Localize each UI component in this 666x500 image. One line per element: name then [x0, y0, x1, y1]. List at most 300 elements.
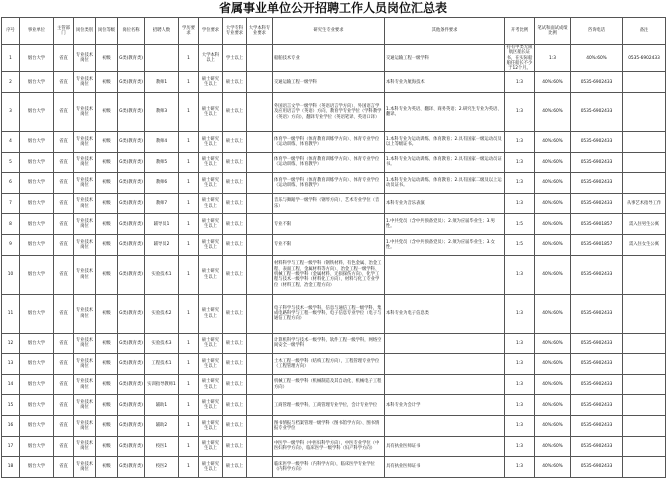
table-cell: 1	[179, 193, 199, 214]
table-cell: 省直	[54, 132, 74, 153]
table-cell: 1	[179, 294, 199, 333]
table-cell: 专业技术岗位	[74, 333, 96, 354]
table-cell: 0535-6902433	[571, 72, 623, 93]
table-cell: 本科专业为会计学	[385, 395, 505, 416]
table-cell: G类(教育类)	[118, 152, 145, 173]
table-cell: 硕士研究生以上	[199, 173, 223, 194]
table-cell: 40%:60%	[535, 193, 571, 214]
column-header: 学历要求	[179, 18, 199, 45]
table-cell: 教师5	[145, 152, 179, 173]
table-cell: 省直	[54, 72, 74, 93]
table-cell: 1:3	[505, 457, 535, 478]
table-cell: 交通运输工程一级学科	[385, 45, 505, 72]
table-cell: 1:3	[505, 255, 535, 294]
table-cell: 专业技术岗位	[74, 152, 96, 173]
table-cell: G类(教育类)	[118, 395, 145, 416]
table-cell: G类(教育类)	[118, 416, 145, 437]
table-cell	[623, 72, 666, 93]
table-cell: 0535-6902433	[571, 294, 623, 333]
table-cell: 初级	[96, 255, 118, 294]
table-cell: 1:3	[505, 416, 535, 437]
table-cell: 1:3	[505, 436, 535, 457]
table-cell	[623, 333, 666, 354]
table-cell: 烟台大学	[20, 354, 54, 375]
table-cell	[385, 354, 505, 375]
table-cell: 辅导员1	[145, 214, 179, 235]
table-cell: 体育学一级学科（体育教育训练学方向）、体育专业学位（运动训练、体育教学）	[273, 152, 385, 173]
table-cell: 专业技术岗位	[74, 93, 96, 132]
table-cell: 硕士以上	[223, 255, 247, 294]
table-cell: 40%:60%	[535, 436, 571, 457]
table-cell: 临床医学一级学科（内科学方向），临床医学专业学位（内科学方向）	[273, 457, 385, 478]
table-cell: 具有执业医师证书	[385, 436, 505, 457]
column-header: 学位要求	[199, 18, 223, 45]
table-cell: 电子科学与技术一级学科，信息与通信工程一级学科，集成电路科学与工程一级学科，电子信息专业学位（电子与通信工程方向）	[273, 294, 385, 333]
table-cell: 9	[2, 235, 20, 256]
table-row	[2, 152, 666, 173]
table-cell: 初级	[96, 45, 118, 72]
column-header: 岗位等级	[96, 18, 118, 45]
table-cell: 硕士以上	[223, 457, 247, 478]
table-cell: 工商管理一级学科，工商管理专业学位，会计专业学位	[273, 395, 385, 416]
table-cell: 硕士以上	[223, 72, 247, 93]
table-cell: 0535-6902433	[571, 193, 623, 214]
table-cell: 8	[2, 214, 20, 235]
table-cell: 省直	[54, 45, 74, 72]
table-cell: 1	[179, 374, 199, 395]
table-cell: 省直	[54, 214, 74, 235]
table-cell: 硕士以上	[223, 193, 247, 214]
table-cell: 大学本科以上	[199, 45, 223, 72]
table-cell: G类(教育类)	[118, 333, 145, 354]
table-cell	[623, 374, 666, 395]
table-cell: 2	[2, 72, 20, 93]
table-cell: 1	[179, 235, 199, 256]
table-cell: 初级	[96, 395, 118, 416]
table-cell: 0535-6902433	[571, 132, 623, 153]
table-cell: G类(教育类)	[118, 374, 145, 395]
table-row	[2, 173, 666, 194]
table-cell: 4	[2, 132, 20, 153]
table-cell: 40%:60%	[535, 416, 571, 437]
table-cell: G类(教育类)	[118, 255, 145, 294]
table-cell: 1:3	[535, 45, 571, 72]
column-header: 序号	[2, 18, 20, 45]
table-cell	[623, 354, 666, 375]
table-cell: 初级	[96, 93, 118, 132]
table-cell: 硕士以上	[223, 173, 247, 194]
table-cell	[623, 395, 666, 416]
table-cell: 硕士研究生以上	[199, 132, 223, 153]
table-cell: 专业技术岗位	[74, 45, 96, 72]
table-row	[2, 255, 666, 294]
column-header: 主管部门	[54, 18, 74, 45]
table-cell: 40%:60%	[535, 152, 571, 173]
table-cell: 1:3	[505, 152, 535, 173]
table-cell: 40%:60%	[535, 72, 571, 93]
table-cell: 初级	[96, 72, 118, 93]
table-cell: G类(教育类)	[118, 294, 145, 333]
table-cell: 教师4	[145, 132, 179, 153]
table-cell: 专业技术岗位	[74, 436, 96, 457]
table-cell: 40%:60%	[535, 173, 571, 194]
table-cell: 1:5	[505, 235, 535, 256]
table-cell: 硕士以上	[223, 214, 247, 235]
table-row	[2, 395, 666, 416]
table-cell: 教师3	[145, 93, 179, 132]
table-cell: 船舶技术专业	[273, 45, 385, 72]
table-cell: 初级	[96, 132, 118, 153]
table-cell: 40%:60%	[535, 255, 571, 294]
column-header: 岗位类别	[74, 18, 96, 45]
table-cell: 0535-6902433	[571, 354, 623, 375]
column-header: 笔试和面试成绩比例	[535, 18, 571, 45]
table-cell: 烟台大学	[20, 45, 54, 72]
table-cell: 烟台大学	[20, 173, 54, 194]
table-cell: 0535-6902433	[571, 152, 623, 173]
table-cell: 烟台大学	[20, 436, 54, 457]
table-cell: 0535-6902433	[571, 93, 623, 132]
table-cell: 40%:60%	[535, 214, 571, 235]
table-cell: 专业技术岗位	[74, 173, 96, 194]
table-cell: 初级	[96, 374, 118, 395]
table-cell: 硕士研究生以上	[199, 457, 223, 478]
table-cell: 1	[179, 395, 199, 416]
table-cell: 40%:60%	[535, 294, 571, 333]
table-cell: 初级	[96, 457, 118, 478]
table-cell: 外国语言文学一级学科（英语语言学方向）、外国语言学及应用语言学（英语）方向，教育学专业学位（学科教学（英语）方向），翻译专业学位（英语笔译、英语口译）	[273, 93, 385, 132]
table-cell: 实训指导教师1	[145, 374, 179, 395]
table-cell: 烟台大学	[20, 72, 54, 93]
table-cell: 硕士研究生以上	[199, 72, 223, 93]
table-cell: 1	[179, 354, 199, 375]
table-row	[2, 93, 666, 132]
table-cell: 1:3	[505, 72, 535, 93]
table-cell: 初级	[96, 235, 118, 256]
table-cell	[247, 93, 273, 132]
table-cell: 40%:60%	[535, 93, 571, 132]
table-cell: 1	[179, 255, 199, 294]
table-cell: 硕士以上	[223, 416, 247, 437]
table-cell: 1	[179, 173, 199, 194]
table-cell	[623, 294, 666, 333]
table-cell	[247, 294, 273, 333]
table-cell	[385, 374, 505, 395]
table-cell: 烟台大学	[20, 235, 54, 256]
table-cell: 体育学一级学科（体育教育训练学方向）、体育专业学位（运动训练、体育教学）	[273, 173, 385, 194]
table-cell: 专业技术岗位	[74, 395, 96, 416]
table-cell: 教师6	[145, 173, 179, 194]
table-cell: G类(教育类)	[118, 436, 145, 457]
table-cell: 40%:60%	[571, 45, 623, 72]
table-cell: 省直	[54, 173, 74, 194]
table-cell: 5	[2, 152, 20, 173]
table-cell: 初级	[96, 416, 118, 437]
column-header: 咨询电话	[571, 18, 623, 45]
table-cell: 专业技术岗位	[74, 374, 96, 395]
table-cell: 烟台大学	[20, 395, 54, 416]
table-cell	[247, 354, 273, 375]
table-cell: 校医1	[145, 436, 179, 457]
table-cell: 1:3	[505, 173, 535, 194]
table-cell: 省直	[54, 333, 74, 354]
table-cell: 1	[179, 214, 199, 235]
table-cell	[145, 45, 179, 72]
table-cell: 专业技术岗位	[74, 235, 96, 256]
table-cell	[623, 255, 666, 294]
table-cell: 16	[2, 416, 20, 437]
table-cell: 1:3	[505, 354, 535, 375]
table-cell: 3	[2, 93, 20, 132]
table-cell: 1.中共党员（含中共预备党员）；2.须为应届毕业生；3.女性。	[385, 235, 505, 256]
table-cell: 烟台大学	[20, 152, 54, 173]
table-cell: 0535-6902433	[571, 457, 623, 478]
table-cell	[247, 152, 273, 173]
table-cell: 机械工程一级学科（机械制造及其自动化、机械电子工程方向）	[273, 374, 385, 395]
table-cell	[623, 173, 666, 194]
table-cell: 计算机科学与技术一级学科，软件工程一级学科，网络空间安全一级学科	[273, 333, 385, 354]
table-cell: 专业技术岗位	[74, 255, 96, 294]
table-cell: 烟台大学	[20, 132, 54, 153]
table-cell	[247, 132, 273, 153]
table-cell: 1	[179, 457, 199, 478]
table-row	[2, 214, 666, 235]
table-cell: 1	[179, 45, 199, 72]
table-cell: 0535-6902433	[571, 374, 623, 395]
table-cell: 硕士研究生以上	[199, 436, 223, 457]
table-cell	[247, 235, 273, 256]
table-cell: 学士以上	[223, 45, 247, 72]
table-cell: 工程技术1	[145, 354, 179, 375]
table-cell: 辅助1	[145, 395, 179, 416]
table-cell: 教师1	[145, 72, 179, 93]
column-header: 其他条件要求	[385, 18, 505, 45]
table-cell: 初级	[96, 354, 118, 375]
table-cell: 1:3	[505, 294, 535, 333]
table-cell: 12	[2, 333, 20, 354]
table-cell: 0535-6902433	[623, 45, 666, 72]
table-cell: 10	[2, 255, 20, 294]
table-cell: 图书情报与档案管理一级学科（图书馆学方向）、图书情报专业学位	[273, 416, 385, 437]
table-cell: 17	[2, 436, 20, 457]
table-cell: 6	[2, 173, 20, 194]
column-header: 招聘人数	[145, 18, 179, 45]
table-cell: 40%:60%	[535, 333, 571, 354]
table-cell: 1	[179, 132, 199, 153]
table-cell	[385, 333, 505, 354]
table-row	[2, 436, 666, 457]
table-cell: 1	[179, 436, 199, 457]
table-row	[2, 374, 666, 395]
table-cell: 实验技术2	[145, 294, 179, 333]
table-row	[2, 45, 666, 72]
table-cell: 专业技术岗位	[74, 354, 96, 375]
table-cell: 需入住女生公寓	[623, 235, 666, 256]
table-cell: 1.本科专业为英语、翻译、商务英语；2.研究生专业为英语、翻译。	[385, 93, 505, 132]
table-cell	[623, 93, 666, 132]
table-cell	[623, 436, 666, 457]
table-cell: 专业技术岗位	[74, 416, 96, 437]
table-cell: 硕士研究生以上	[199, 152, 223, 173]
table-cell: 1:3	[505, 374, 535, 395]
column-header: 开考比例	[505, 18, 535, 45]
table-cell: 初级	[96, 173, 118, 194]
table-cell: 本科专业为电子信息类	[385, 294, 505, 333]
table-cell: 硕士以上	[223, 374, 247, 395]
table-cell	[623, 132, 666, 153]
table-row	[2, 333, 666, 354]
table-cell: 0535-6902433	[571, 395, 623, 416]
table-cell	[247, 173, 273, 194]
table-cell: 硕士以上	[223, 333, 247, 354]
table-cell: 1.本科专业为运动训练、体育教育；2.具有国家二级及以上运动员证书。	[385, 173, 505, 194]
table-cell: 专业不限	[273, 235, 385, 256]
table-cell: 教师7	[145, 193, 179, 214]
table-cell: 1.本科专业为运动训练、体育教育；2.具有国家一级运动员证书。	[385, 152, 505, 173]
table-cell: 14	[2, 374, 20, 395]
table-cell	[247, 214, 273, 235]
table-cell: 省直	[54, 193, 74, 214]
table-cell: G类(教育类)	[118, 173, 145, 194]
table-cell	[247, 436, 273, 457]
table-cell: 本科专业为航海技术	[385, 72, 505, 93]
table-cell: 1:3	[505, 193, 535, 214]
table-cell	[247, 45, 273, 72]
table-cell: 1:3	[505, 395, 535, 416]
table-cell: 初级	[96, 152, 118, 173]
table-cell: 省直	[54, 294, 74, 333]
table-cell: 省直	[54, 235, 74, 256]
table-cell: 持有甲类无限航区船长证书，在实际船舶任船长不少于12个月。	[505, 45, 535, 72]
table-cell: 1:3	[505, 132, 535, 153]
table-cell: 硕士研究生以上	[199, 333, 223, 354]
table-cell: 省直	[54, 152, 74, 173]
table-cell: 校医2	[145, 457, 179, 478]
table-cell: 1.中共党员（含中共预备党员）；2.须为应届毕业生；3.男性。	[385, 214, 505, 235]
table-cell: 烟台大学	[20, 294, 54, 333]
table-cell: 专业技术岗位	[74, 457, 96, 478]
table-cell: G类(教育类)	[118, 214, 145, 235]
table-cell: 材料科学与工程一级学科（钢铁材料、有色金属、冶金工程、表面工程、金属材料等方向）、冶金工程一级学科、机械工程一级学科（金属材料、无损探伤方向），化学工程与技术一级学科（材料化工方向）、材料与化工专业学位（材料工程、冶金工程方向）	[273, 255, 385, 294]
table-cell	[385, 416, 505, 437]
table-cell: 0535-6901857	[571, 235, 623, 256]
table-cell	[247, 457, 273, 478]
table-cell: 硕士研究生以上	[199, 416, 223, 437]
table-cell: 硕士研究生以上	[199, 93, 223, 132]
table-cell: 40%:60%	[535, 374, 571, 395]
table-cell: 0535-6902433	[571, 333, 623, 354]
table-row	[2, 72, 666, 93]
table-cell: 硕士以上	[223, 132, 247, 153]
table-cell: 需入住男生公寓	[623, 214, 666, 235]
table-cell: 1	[179, 93, 199, 132]
table-cell: 省直	[54, 436, 74, 457]
table-cell: 18	[2, 457, 20, 478]
table-cell: 0535-6902433	[571, 173, 623, 194]
table-cell: 1	[179, 333, 199, 354]
table-cell: 烟台大学	[20, 214, 54, 235]
table-cell: 音乐与舞蹈学一级学科（钢琴方向）、艺术专业学位（音乐）	[273, 193, 385, 214]
table-cell	[385, 255, 505, 294]
table-cell: 专业技术岗位	[74, 214, 96, 235]
table-cell: 7	[2, 193, 20, 214]
table-cell: G类(教育类)	[118, 132, 145, 153]
recruitment-table	[1, 17, 666, 478]
table-cell: 硕士研究生以上	[199, 374, 223, 395]
table-cell	[247, 193, 273, 214]
table-cell: 1.本科专业为运动训练、体育教育；2.具有国家一级运动员及以上等级证书。	[385, 132, 505, 153]
table-cell: 省直	[54, 354, 74, 375]
table-cell: 烟台大学	[20, 255, 54, 294]
table-cell: 省直	[54, 395, 74, 416]
table-cell: 1:3	[505, 333, 535, 354]
table-cell: 1:5	[505, 214, 535, 235]
table-cell: 实验技术3	[145, 333, 179, 354]
table-cell: 硕士以上	[223, 93, 247, 132]
table-cell: 1:3	[505, 93, 535, 132]
table-cell	[247, 72, 273, 93]
table-cell: 初级	[96, 193, 118, 214]
table-cell: 具有执业医师证书	[385, 457, 505, 478]
table-cell	[623, 416, 666, 437]
table-cell: 0535-6902433	[571, 255, 623, 294]
table-cell: 13	[2, 354, 20, 375]
table-row	[2, 193, 666, 214]
table-cell: 专业不限	[273, 214, 385, 235]
table-cell: 初级	[96, 294, 118, 333]
table-cell: 硕士以上	[223, 294, 247, 333]
table-cell: 省直	[54, 93, 74, 132]
table-cell: 硕士以上	[223, 395, 247, 416]
column-header: 事业单位	[20, 18, 54, 45]
table-cell	[247, 395, 273, 416]
table-cell: 40%:60%	[535, 235, 571, 256]
table-cell: G类(教育类)	[118, 93, 145, 132]
table-cell: 辅导员2	[145, 235, 179, 256]
table-cell: G类(教育类)	[118, 457, 145, 478]
table-cell: 11	[2, 294, 20, 333]
table-header-row	[2, 18, 666, 45]
table-cell: 中医学一级学科（中医妇科学方向），中医专业学位（中医妇科学方向），临床医学一级学科（妇产科学方向）	[273, 436, 385, 457]
table-row	[2, 416, 666, 437]
table-cell	[247, 374, 273, 395]
table-cell: 省直	[54, 374, 74, 395]
table-cell: 40%:60%	[535, 395, 571, 416]
table-cell: 省直	[54, 255, 74, 294]
table-cell: 硕士以上	[223, 436, 247, 457]
table-cell: 专业技术岗位	[74, 193, 96, 214]
table-cell: G类(教育类)	[118, 72, 145, 93]
table-cell: 本科专业为音乐表演	[385, 193, 505, 214]
table-cell: 硕士研究生以上	[199, 255, 223, 294]
table-row	[2, 235, 666, 256]
table-body	[2, 45, 666, 478]
table-cell: 0535-6902433	[571, 416, 623, 437]
table-cell: 交通运输工程一级学科	[273, 72, 385, 93]
table-cell: 1	[179, 72, 199, 93]
table-cell: 硕士研究生以上	[199, 294, 223, 333]
table-row	[2, 354, 666, 375]
table-cell: G类(教育类)	[118, 45, 145, 72]
table-cell: 实验技术1	[145, 255, 179, 294]
table-cell: 硕士研究生以上	[199, 395, 223, 416]
table-cell: 烟台大学	[20, 457, 54, 478]
table-cell: 专业技术岗位	[74, 132, 96, 153]
table-cell: 烟台大学	[20, 374, 54, 395]
table-cell: 辅助2	[145, 416, 179, 437]
table-cell: 硕士研究生以上	[199, 193, 223, 214]
table-cell: 0535-6901857	[571, 214, 623, 235]
